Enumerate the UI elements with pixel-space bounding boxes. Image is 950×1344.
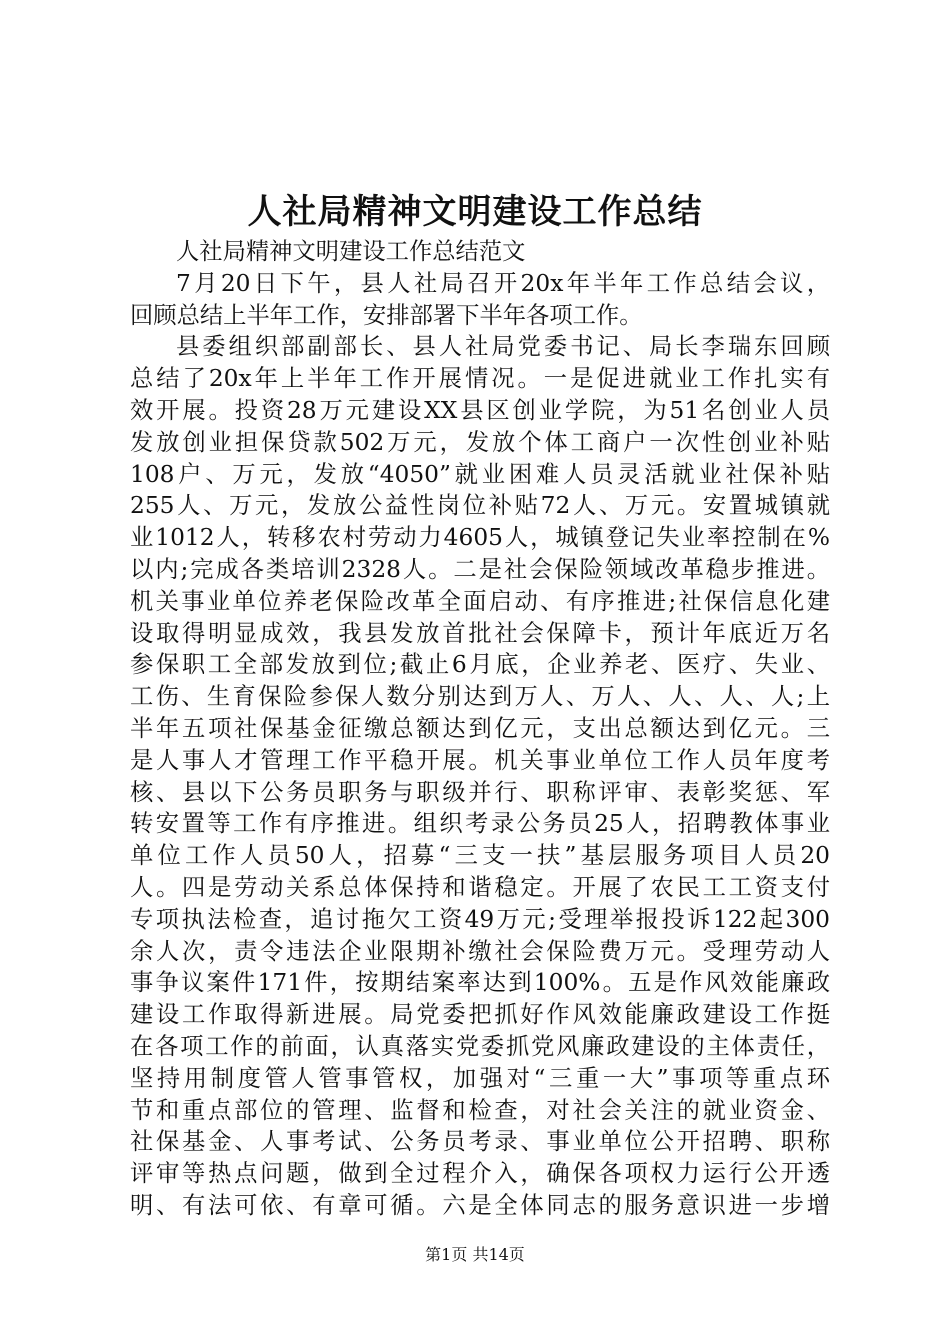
text-line: 是人事人才管理工作平稳开展。机关事业单位工作人员年度考	[130, 746, 830, 774]
text-line: 回顾总结上半年工作，安排部署下半年各项工作。	[130, 301, 643, 329]
text-line: 事争议案件171件，按期结案率达到100%。五是作风效能廉政	[130, 969, 830, 997]
text-line: 县委组织部副部长、县人社局党委书记、局长李瑞东回顾	[176, 333, 830, 361]
text-line: 效开展。投资28万元建设XX县区创业学院，为51名创业人员	[130, 396, 830, 424]
text-line: 在各项工作的前面，认真落实党委抓党风廉政建设的主体责任，	[130, 1032, 830, 1060]
text-line: 核、县以下公务员职务与职级并行、职称评审、表彰奖惩、军	[130, 778, 830, 806]
text-line: 工伤、生育保险参保人数分别达到万人、万人、人、人、人;上	[130, 683, 830, 711]
text-line: 社保基金、人事考试、公务员考录、事业单位公开招聘、职称	[130, 1128, 830, 1156]
text-line: 明、有法可依、有章可循。六是全体同志的服务意识进一步增	[130, 1191, 830, 1219]
text-line: 总结了20x年上半年工作开展情况。一是促进就业工作扎实有	[130, 365, 830, 393]
text-line: 7月20日下午，县人社局召开20x年半年工作总结会议，	[176, 269, 830, 297]
document-body	[130, 236, 830, 1222]
document-title: 人社局精神文明建设工作总结	[247, 192, 703, 232]
text-line: 以内;完成各类培训2328人。二是社会保险领域改革稳步推进。	[130, 555, 830, 583]
page-number: 第1页 共14页	[425, 1245, 525, 1264]
text-line: 坚持用制度管人管事管权，加强对“三重一大”事项等重点环	[130, 1064, 830, 1092]
text-line: 人社局精神文明建设工作总结范文	[176, 238, 526, 265]
text-line: 人。四是劳动关系总体保持和谐稳定。开展了农民工工资支付	[130, 873, 830, 901]
text-line: 设取得明显成效，我县发放首批社会保障卡，预计年底近万名	[130, 619, 830, 647]
text-line: 机关事业单位养老保险改革全面启动、有序推进;社保信息化建	[130, 587, 830, 615]
text-line: 255人、万元，发放公益性岗位补贴72人、万元。安置城镇就	[130, 492, 830, 520]
text-line: 单位工作人员50人，招募“三支一扶”基层服务项目人员20	[130, 842, 830, 870]
text-line: 转安置等工作有序推进。组织考录公务员25人，招聘教体事业	[130, 810, 830, 838]
text-line: 建设工作取得新进展。局党委把抓好作风效能廉政建设工作挺	[130, 1001, 830, 1029]
text-line: 节和重点部位的管理、监督和检查，对社会关注的就业资金、	[130, 1096, 830, 1124]
text-line: 业1012人，转移农村劳动力4605人，城镇登记失业率控制在%	[130, 524, 830, 552]
text-line: 专项执法检查，追讨拖欠工资49万元;受理举报投诉122起300	[130, 905, 830, 933]
text-line: 108户、万元，发放“4050”就业困难人员灵活就业社保补贴	[130, 460, 830, 488]
text-line: 半年五项社保基金征缴总额达到亿元，支出总额达到亿元。三	[130, 714, 830, 742]
text-line: 余人次，责令违法企业限期补缴社会保险费万元。受理劳动人	[130, 937, 830, 965]
text-line: 参保职工全部发放到位;截止6月底，企业养老、医疗、失业、	[130, 651, 830, 679]
text-line: 发放创业担保贷款502万元，发放个体工商户一次性创业补贴	[130, 428, 830, 456]
text-line: 评审等热点问题，做到全过程介入，确保各项权力运行公开透	[130, 1160, 830, 1188]
